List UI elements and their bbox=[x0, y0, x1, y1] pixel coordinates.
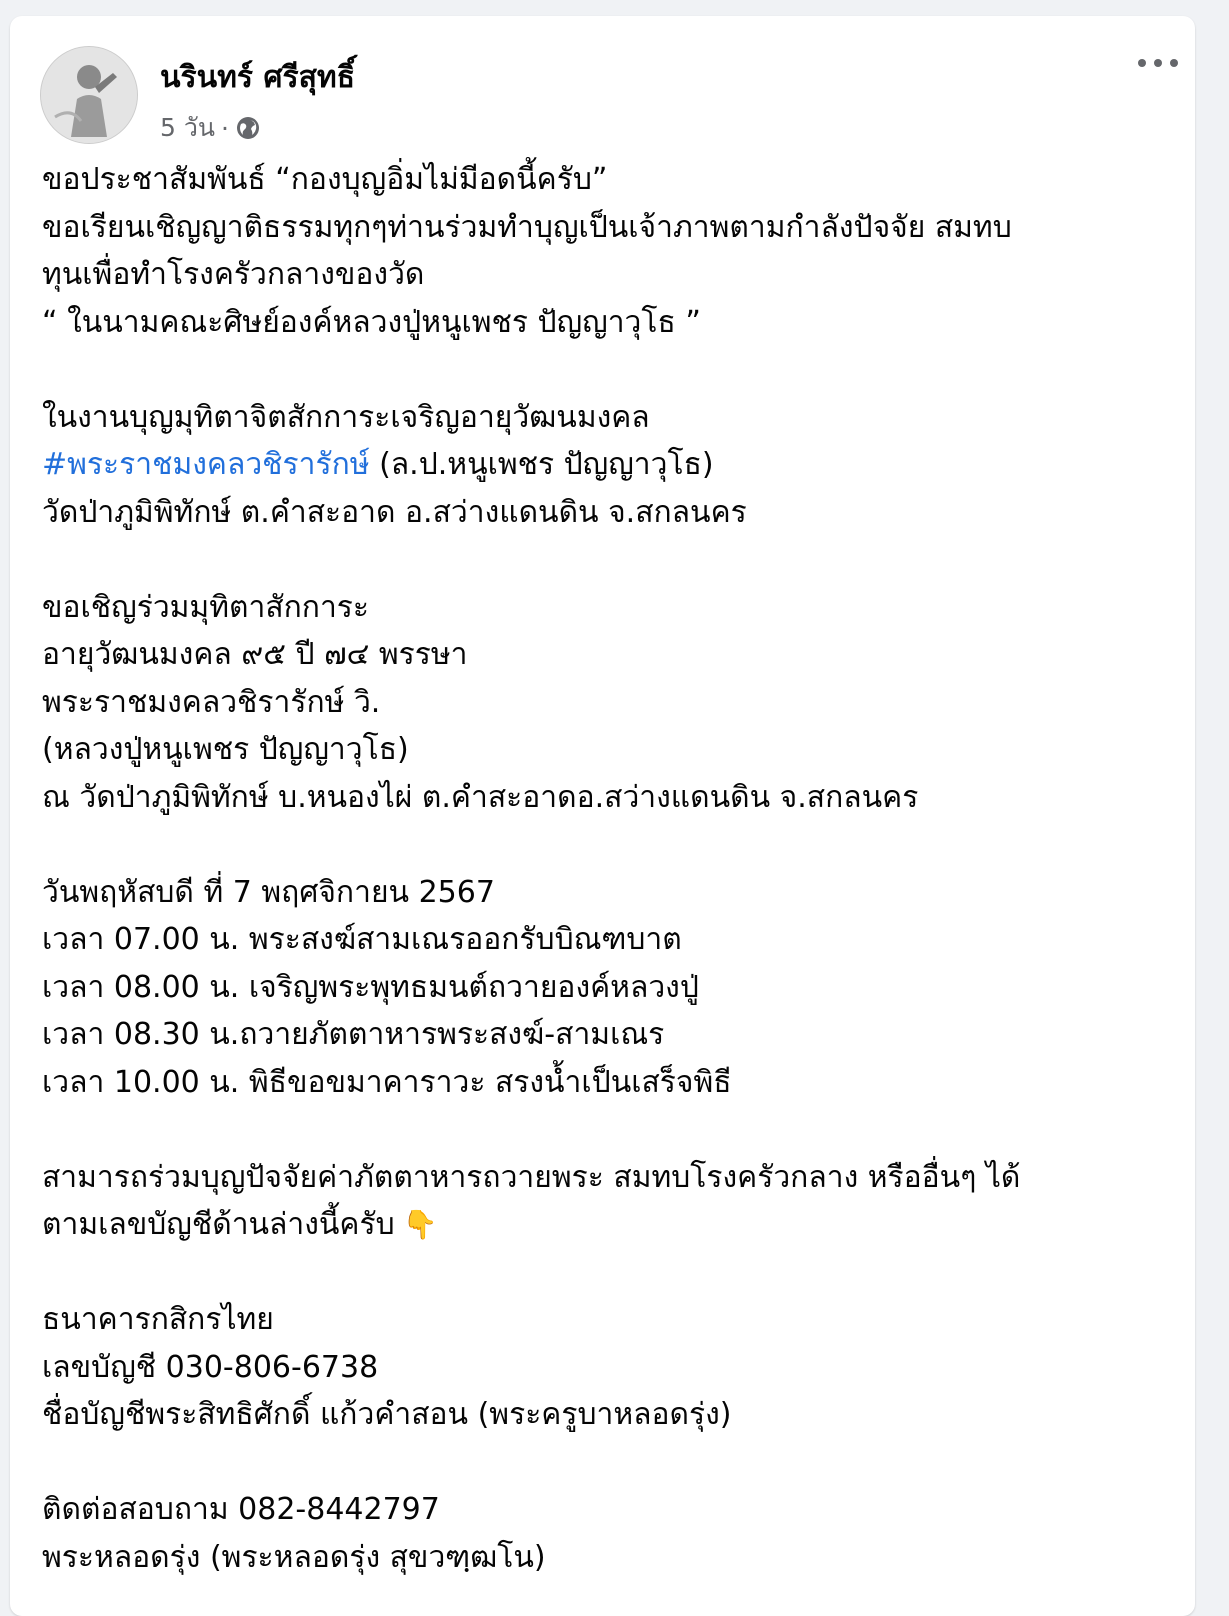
post-line: ในงานบุญมุทิตาจิตสักการะเจริญอายุวัฒนมงคล bbox=[42, 399, 650, 435]
blank-line bbox=[42, 821, 1162, 869]
post-line-text: ตามเลขบัญชีด้านล่างนี้ครับ bbox=[42, 1207, 395, 1242]
post-line: วัดป่าภูมิพิทักษ์ ต.คำสะอาด อ.สว่างแดนดิน จ.สกลนคร bbox=[42, 494, 747, 530]
author-name[interactable]: นรินทร์ ศรีสุทธิ์ bbox=[160, 60, 356, 95]
post-line: ขอเชิญร่วมมุทิตาสักการะ bbox=[42, 589, 370, 625]
post-line: เวลา 08.30 น.ถวายภัตตาหารพระสงฆ์-สามเณร bbox=[42, 1017, 665, 1052]
post-line: เวลา 10.00 น. พิธีขอขมาคาราวะ สรงน้ำเป็นเสร็จพิธี bbox=[42, 1064, 732, 1100]
post-line bbox=[42, 1201, 1162, 1249]
post-line: พระหลอดรุ่ง (พระหลอดรุ่ง สุขวฑฺฒโน) bbox=[42, 1539, 546, 1575]
more-dot bbox=[1170, 59, 1178, 67]
post-line: ติดต่อสอบถาม 082-8442797 bbox=[42, 1492, 440, 1527]
post-line: ขอเรียนเชิญญาติธรรมทุกๆท่านร่วมทำบุญเป็นเจ้าภาพตามกำลังปัจจัย สมทบ bbox=[42, 209, 1012, 245]
hashtag-link[interactable]: #พระราชมงคลวชิรารักษ์ bbox=[42, 447, 370, 482]
post-time[interactable]: 5 วัน bbox=[160, 113, 215, 142]
post-line: พระราชมงคลวชิรารักษ์ วิ. bbox=[42, 684, 381, 720]
more-dot bbox=[1154, 59, 1162, 67]
post-meta bbox=[160, 108, 261, 148]
post-line: เลขบัญชี 030-806-6738 bbox=[42, 1349, 379, 1385]
blank-line bbox=[42, 1106, 1162, 1154]
blank-line bbox=[42, 1249, 1162, 1297]
blank-line bbox=[42, 1439, 1162, 1487]
post-line: วันพฤหัสบดี ที่ 7 พฤศจิกายน 2567 bbox=[42, 874, 495, 910]
globe-icon[interactable] bbox=[235, 115, 261, 141]
post-line: เวลา 08.00 น. เจริญพระพุทธมนต์ถวายองค์หลวงปู่ bbox=[42, 969, 699, 1005]
post-line: ณ วัดป่าภูมิพิทักษ์ บ.หนองไผ่ ต.คำสะอาดอ.สว่างแดนดิน จ.สกลนคร bbox=[42, 779, 919, 815]
post-line: สามารถร่วมบุญปัจจัยค่าภัตตาหารถวายพระ สมทบโรงครัวกลาง หรืออื่นๆ ได้ bbox=[42, 1159, 1021, 1195]
blank-line bbox=[42, 536, 1162, 584]
post-line: “ ในนามคณะศิษย์องค์หลวงปู่หนูเพชร ปัญญาวุโธ ” bbox=[42, 304, 701, 340]
post-line bbox=[42, 441, 1162, 489]
post-card bbox=[10, 16, 1195, 1616]
post-line: ธนาคารกสิกรไทย bbox=[42, 1302, 274, 1337]
avatar-image bbox=[41, 47, 137, 143]
post-line: ขอประชาสัมพันธ์ “กองบุญอิ่มไม่มีอดนี้ครับ” bbox=[42, 162, 608, 197]
post-line: (หลวงปู่หนูเพชร ปัญญาวุโธ) bbox=[42, 732, 409, 767]
post-line: เวลา 07.00 น. พระสงฆ์สามเณรออกรับบิณฑบาต bbox=[42, 922, 682, 957]
post-line: ชื่อบัญชีพระสิทธิศักดิ์ แก้วคำสอน (พระครูบาหลอดรุ่ง) bbox=[42, 1397, 732, 1432]
avatar[interactable] bbox=[40, 46, 138, 144]
post-line: อายุวัฒนมงคล ๙๕ ปี ๗๔ พรรษา bbox=[42, 637, 468, 672]
post-line: ทุนเพื่อทำโรงครัวกลางของวัด bbox=[42, 257, 425, 292]
blank-line bbox=[42, 346, 1162, 394]
post-body bbox=[42, 156, 1162, 1581]
meta-separator: · bbox=[220, 113, 229, 143]
more-dot bbox=[1138, 59, 1146, 67]
pointing-down-icon: 👇 bbox=[402, 1208, 438, 1241]
post-line-text: (ล.ป.หนูเพชร ปัญญาวุโธ) bbox=[369, 447, 714, 482]
more-options-button[interactable] bbox=[1138, 48, 1178, 78]
